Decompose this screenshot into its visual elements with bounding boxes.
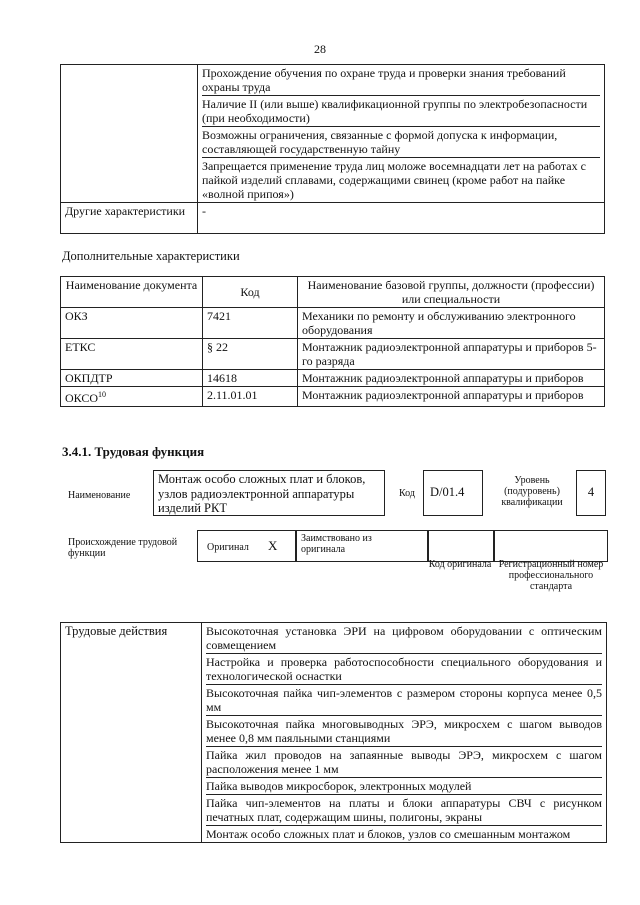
header-code: Код bbox=[203, 277, 298, 308]
code-cell: 14618 bbox=[203, 370, 298, 387]
doc-cell bbox=[61, 370, 203, 387]
code-cell: § 22 bbox=[203, 339, 298, 370]
table-row bbox=[61, 387, 605, 407]
actions-content bbox=[202, 623, 607, 843]
name-cell: Механики по ремонту и обслуживанию электронного оборудования bbox=[298, 308, 605, 339]
name-cell: Монтажник радиоэлектронной аппаратуры и приборов bbox=[298, 370, 605, 387]
code-cell: 7421 bbox=[203, 308, 298, 339]
footnote-mark: 10 bbox=[98, 390, 107, 399]
row-label bbox=[61, 65, 198, 203]
list-item: Настройка и проверка работоспособности специального оборудования и технологической оснастки bbox=[206, 655, 602, 683]
row-label: Другие характеристики bbox=[61, 203, 198, 234]
table-header bbox=[61, 277, 605, 308]
doc-name: ОКСО bbox=[65, 391, 99, 405]
borrowed-label: Заимствовано из оригинала bbox=[301, 533, 372, 555]
table-row bbox=[61, 623, 607, 843]
table-row bbox=[61, 308, 605, 339]
list-item: Высокоточная пайка чип-элементов с размером стороны корпуса менее 0,5 мм bbox=[206, 686, 602, 714]
origin-label: Происхождение трудовой функции bbox=[68, 537, 178, 559]
section-title: 3.4.1. Трудовая функция bbox=[62, 444, 205, 459]
list-item: Наличие II (или выше) квалификационной группы по электробезопасности (при необходимости) bbox=[202, 96, 600, 127]
row-content bbox=[198, 65, 605, 203]
original-code-cell bbox=[427, 530, 495, 562]
requirements-table bbox=[60, 64, 605, 234]
additional-title: Дополнительные характеристики bbox=[62, 249, 240, 263]
doc-cell bbox=[61, 308, 203, 339]
list-item: Высокоточная пайка многовыводных ЭРЭ, микросхем с шагом выводов менее 0,8 мм паяльными станциями bbox=[206, 717, 602, 745]
level-label: Уровень (подуровень) квалификации bbox=[501, 475, 563, 508]
list-item: Запрещается применение труда лиц моложе восемнадцати лет на работах с пайкой изделий сплавами, содержащими свинец (кроме работ на пайке «волной припоя») bbox=[202, 159, 586, 201]
list-item: Монтаж особо сложных плат и блоков, узлов со смешанным монтажом bbox=[206, 827, 571, 841]
list-item: Высокоточная установка ЭРИ на цифровом оборудовании с оптическим совмещением bbox=[206, 624, 602, 652]
table-row bbox=[61, 65, 605, 203]
original-code-caption: Код оригинала bbox=[428, 559, 492, 570]
doc-name: ОКЗ bbox=[65, 309, 88, 323]
labor-actions-table bbox=[60, 622, 607, 843]
original-cell bbox=[197, 530, 297, 562]
function-code-label: Код bbox=[399, 488, 415, 499]
function-code-value: D/01.4 bbox=[423, 470, 483, 516]
table-row bbox=[61, 203, 605, 234]
header-doc: Наименование документа bbox=[61, 277, 203, 308]
level-value: 4 bbox=[576, 470, 606, 516]
borrowed-cell bbox=[295, 530, 429, 562]
name-cell: Монтажник радиоэлектронной аппаратуры и приборов bbox=[298, 387, 605, 407]
code-cell: 2.11.01.01 bbox=[203, 387, 298, 407]
function-name-label: Наименование bbox=[68, 490, 131, 501]
name-cell: Монтажник радиоэлектронной аппаратуры и приборов 5-го разряда bbox=[298, 339, 605, 370]
doc-name: ЕТКС bbox=[65, 340, 96, 354]
actions-label: Трудовые действия bbox=[61, 623, 202, 843]
original-mark: X bbox=[268, 538, 278, 553]
row-content: - bbox=[198, 203, 605, 234]
page-number: 28 bbox=[314, 42, 326, 56]
list-item: Пайка жил проводов на запаянные выводы ЭРЭ, микросхем с шагом расположения менее 1 мм bbox=[206, 748, 602, 776]
header-name: Наименование базовой группы, должности (профессии) или специальности bbox=[298, 277, 605, 308]
original-label: Оригинал bbox=[207, 542, 249, 553]
doc-name: ОКПДТР bbox=[65, 371, 113, 385]
list-item: Пайка чип-элементов на платы и блоки аппаратуры СВЧ с рисунком печатных плат, содержащим шины, полигоны, экраны bbox=[206, 796, 602, 824]
list-item: Прохождение обучения по охране труда и проверки знания требований охраны труда bbox=[202, 65, 600, 96]
table-row bbox=[61, 339, 605, 370]
list-item: Возможны ограничения, связанные с формой допуска к информации, составляющей государственную тайну bbox=[202, 127, 600, 158]
reg-number-cell bbox=[493, 530, 608, 562]
list-item: Пайка выводов микросборок, электронных модулей bbox=[206, 778, 602, 795]
additional-table bbox=[60, 276, 605, 407]
reg-number-caption: Регистрационный номер профессионального стандарта bbox=[498, 559, 604, 592]
doc-cell bbox=[61, 339, 203, 370]
function-name-value: Монтаж особо сложных плат и блоков, узлов радиоэлектронной аппаратуры изделий РКТ bbox=[153, 470, 385, 516]
table-row bbox=[61, 370, 605, 387]
doc-cell bbox=[61, 387, 203, 407]
